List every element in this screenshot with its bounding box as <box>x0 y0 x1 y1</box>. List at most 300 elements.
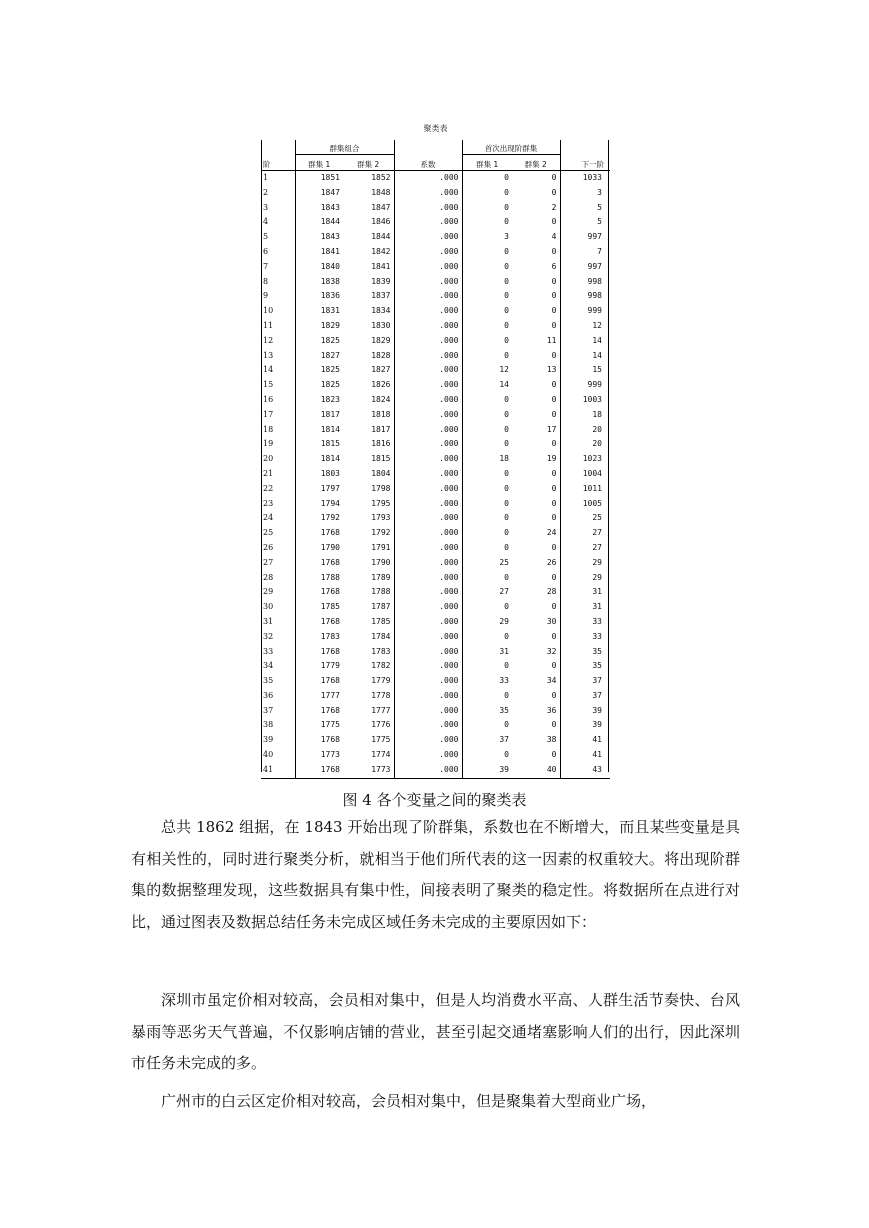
cell-stage: 34 <box>263 661 274 671</box>
header-coefficient: 系数 <box>394 140 462 171</box>
cell-stage: 18 <box>263 424 274 434</box>
table-left-border <box>261 140 262 772</box>
cell-stage: 19 <box>263 439 274 449</box>
cell-coefficient: .000 <box>394 215 462 230</box>
cell-cluster1: 1775 <box>295 718 343 733</box>
table-row <box>261 674 610 689</box>
cell-next-stage: 39 <box>560 704 610 719</box>
cell-fa-cluster1: 0 <box>504 572 509 582</box>
table-row <box>261 615 610 630</box>
cell-fa-cluster1: 0 <box>504 750 509 760</box>
cell-cluster2: 1839 <box>371 276 391 286</box>
cell-fa-cluster1: 33 <box>499 676 509 686</box>
table-row <box>261 289 610 304</box>
cell-cluster1: 1779 <box>295 659 343 674</box>
cell-fa-cluster2: 0 <box>551 439 557 449</box>
cell-fa-cluster1: 0 <box>504 291 509 301</box>
cell-cluster2: 1827 <box>371 365 391 375</box>
cell-stage: 39 <box>263 735 274 745</box>
cell-stage: 25 <box>263 528 274 538</box>
cell-stage: 15 <box>263 380 274 390</box>
table-row <box>261 452 610 467</box>
table-row <box>261 585 610 600</box>
cell-stage: 21 <box>263 468 274 478</box>
cell-cluster2: 1824 <box>371 394 391 404</box>
cell-cluster2: 1815 <box>371 454 391 464</box>
cell-fa-cluster1: 0 <box>504 602 509 612</box>
cell-fa-cluster1: 27 <box>499 587 509 597</box>
cell-stage: 20 <box>263 454 274 464</box>
table-row <box>261 689 610 704</box>
cell-stage: 27 <box>263 557 274 567</box>
cell-coefficient: .000 <box>394 186 462 201</box>
cell-coefficient: .000 <box>394 585 462 600</box>
cell-stage: 22 <box>263 483 274 493</box>
table-row <box>261 704 610 719</box>
cell-stage: 2 <box>263 187 269 197</box>
cell-stage: 10 <box>263 306 274 316</box>
cell-coefficient: .000 <box>394 541 462 556</box>
cell-coefficient: .000 <box>394 423 462 438</box>
cell-coefficient: .000 <box>394 704 462 719</box>
cell-next-stage: 39 <box>560 718 610 733</box>
cell-next-stage: 997 <box>560 230 610 245</box>
cell-cluster2: 1817 <box>371 424 391 434</box>
cell-coefficient: .000 <box>394 556 462 571</box>
cell-coefficient: .000 <box>394 733 462 748</box>
cell-cluster1: 1768 <box>295 645 343 660</box>
table-row <box>261 733 610 748</box>
cell-fa-cluster1: 0 <box>504 468 509 478</box>
cell-cluster1: 1794 <box>295 497 343 512</box>
cell-stage: 11 <box>263 320 274 330</box>
cell-coefficient: .000 <box>394 763 462 778</box>
table-row <box>261 349 610 364</box>
cell-next-stage: 5 <box>560 201 610 216</box>
cell-fa-cluster2: 38 <box>546 735 557 745</box>
cell-fa-cluster1: 39 <box>462 763 512 778</box>
cell-fa-cluster1: 0 <box>504 424 509 434</box>
cell-coefficient: .000 <box>394 674 462 689</box>
cell-fa-cluster1: 0 <box>504 350 509 360</box>
cell-stage: 38 <box>263 720 274 730</box>
cell-cluster1: 1803 <box>295 467 343 482</box>
cell-coefficient: .000 <box>394 526 462 541</box>
cell-coefficient: .000 <box>394 319 462 334</box>
table-row <box>261 334 610 349</box>
cell-next-stage: 12 <box>560 319 610 334</box>
cell-cluster2: 1841 <box>371 261 391 271</box>
cell-fa-cluster2: 0 <box>551 409 557 419</box>
cell-fa-cluster2: 0 <box>551 631 557 641</box>
cell-next-stage: 41 <box>560 748 610 763</box>
cell-fa-cluster1: 0 <box>504 483 509 493</box>
table-row <box>261 437 610 452</box>
cell-stage: 28 <box>263 572 274 582</box>
cell-fa-cluster2: 28 <box>546 587 557 597</box>
table-row <box>261 423 610 438</box>
cell-cluster2: 1844 <box>371 232 391 242</box>
cell-fa-cluster1: 0 <box>504 394 509 404</box>
cell-cluster2: 1795 <box>371 498 391 508</box>
cell-cluster2: 1775 <box>371 735 391 745</box>
cell-stage: 41 <box>261 763 295 778</box>
cell-fa-cluster2: 0 <box>551 483 557 493</box>
table-row <box>261 571 610 586</box>
cell-cluster2: 1847 <box>371 202 391 212</box>
cell-cluster1: 1768 <box>295 674 343 689</box>
table-row <box>261 230 610 245</box>
cell-fa-cluster2: 0 <box>551 661 557 671</box>
cell-next-stage: 999 <box>560 378 610 393</box>
cell-coefficient: .000 <box>394 289 462 304</box>
cell-fa-cluster2: 36 <box>546 705 557 715</box>
cell-cluster2: 1778 <box>371 690 391 700</box>
cell-cluster1: 1785 <box>295 600 343 615</box>
cell-cluster2: 1798 <box>371 483 391 493</box>
cell-fa-cluster1: 0 <box>504 690 509 700</box>
cell-cluster1: 1838 <box>295 275 343 290</box>
cell-cluster1: 1829 <box>295 319 343 334</box>
table-row <box>261 378 610 393</box>
cell-fa-cluster1: 18 <box>499 454 509 464</box>
table-title: 聚类表 <box>423 124 448 133</box>
table-body <box>261 171 610 779</box>
cell-next-stage: 33 <box>560 630 610 645</box>
cell-cluster2: 1837 <box>371 291 391 301</box>
table-row <box>261 186 610 201</box>
cell-next-stage: 43 <box>560 763 610 778</box>
cell-fa-cluster2: 0 <box>551 513 557 523</box>
table-row <box>261 556 610 571</box>
figure-caption: 图 4 各个变量之间的聚类表 <box>342 791 527 809</box>
cell-fa-cluster1: 0 <box>504 276 509 286</box>
cell-next-stage: 998 <box>560 275 610 290</box>
cell-fa-cluster1: 0 <box>504 661 509 671</box>
cell-cluster1: 1825 <box>295 334 343 349</box>
cell-cluster2: 1788 <box>371 587 391 597</box>
cell-fa-cluster2: 0 <box>551 572 557 582</box>
cell-coefficient: .000 <box>394 748 462 763</box>
cell-next-stage: 20 <box>560 423 610 438</box>
table-row <box>261 748 610 763</box>
cell-cluster1: 1790 <box>295 541 343 556</box>
table-row <box>261 467 610 482</box>
table-row <box>261 630 610 645</box>
cell-fa-cluster2: 0 <box>551 394 557 404</box>
cell-next-stage: 35 <box>560 645 610 660</box>
cell-cluster2: 1785 <box>371 616 391 626</box>
cell-next-stage: 27 <box>560 541 610 556</box>
cell-stage: 8 <box>263 276 269 286</box>
cell-cluster1: 1825 <box>295 378 343 393</box>
cell-stage: 30 <box>263 602 274 612</box>
cell-coefficient: .000 <box>394 571 462 586</box>
header-stage: 阶 <box>261 140 295 171</box>
cell-fa-cluster1: 0 <box>504 261 509 271</box>
cell-stage: 31 <box>263 616 274 626</box>
cell-cluster2: 1846 <box>371 217 391 227</box>
cell-fa-cluster2: 34 <box>546 676 557 686</box>
cell-fa-cluster2: 0 <box>551 690 557 700</box>
table-row <box>261 511 610 526</box>
cell-cluster2: 1829 <box>371 335 391 345</box>
cell-fa-cluster2: 0 <box>551 602 557 612</box>
cell-stage: 13 <box>263 350 274 360</box>
cell-coefficient: .000 <box>394 260 462 275</box>
header-cluster-combined: 群集组合 <box>295 140 394 155</box>
cell-next-stage: 998 <box>560 289 610 304</box>
cell-next-stage: 14 <box>560 334 610 349</box>
cell-cluster1: 1844 <box>295 215 343 230</box>
cell-cluster1: 1814 <box>295 452 343 467</box>
cell-fa-cluster1: 0 <box>504 306 509 316</box>
table-row <box>261 763 610 778</box>
cell-fa-cluster2: 0 <box>551 291 557 301</box>
cell-stage: 17 <box>263 409 274 419</box>
cell-fa-cluster2: 0 <box>551 306 557 316</box>
cell-next-stage: 35 <box>560 659 610 674</box>
cell-cluster2: 1852 <box>371 173 391 182</box>
cell-coefficient: .000 <box>394 393 462 408</box>
cell-fa-cluster2: 2 <box>551 202 557 212</box>
cell-stage: 33 <box>263 646 274 656</box>
cell-cluster2: 1791 <box>371 542 391 552</box>
cell-stage: 24 <box>263 513 274 523</box>
cell-coefficient: .000 <box>394 230 462 245</box>
cell-coefficient: .000 <box>394 659 462 674</box>
cell-coefficient: .000 <box>394 482 462 497</box>
table-row <box>261 393 610 408</box>
cell-fa-cluster1: 25 <box>499 557 509 567</box>
cell-next-stage: 37 <box>560 689 610 704</box>
table-row <box>261 718 610 733</box>
cell-next-stage: 29 <box>560 571 610 586</box>
cell-next-stage: 3 <box>560 186 610 201</box>
cell-cluster1: 1847 <box>295 186 343 201</box>
cell-next-stage: 14 <box>560 349 610 364</box>
cell-stage: 16 <box>263 394 274 404</box>
cell-cluster1: 1792 <box>295 511 343 526</box>
cell-stage: 36 <box>263 690 274 700</box>
cell-fa-cluster1: 37 <box>499 735 509 745</box>
cell-cluster2: 1834 <box>371 306 391 316</box>
paragraph-guangzhou: 广州市的白云区定价相对较高，会员相对集中，但是聚集着大型商业广场， <box>161 1092 657 1110</box>
table-row <box>261 304 610 319</box>
header-first-appear: 首次出现阶群集 <box>462 140 560 155</box>
cell-cluster1: 1814 <box>295 423 343 438</box>
cell-cluster1: 1797 <box>295 482 343 497</box>
cell-fa-cluster2: 17 <box>546 424 557 434</box>
cell-cluster2: 1793 <box>371 513 391 523</box>
cell-stage: 3 <box>263 202 269 212</box>
cell-fa-cluster2: 19 <box>546 454 557 464</box>
cell-fa-cluster2: 32 <box>546 646 557 656</box>
cell-next-stage: 27 <box>560 526 610 541</box>
table-row <box>261 408 610 423</box>
cell-fa-cluster1: 0 <box>504 498 509 508</box>
cell-next-stage: 997 <box>560 260 610 275</box>
cell-fa-cluster1: 14 <box>499 380 509 390</box>
header-fa-cluster1: 群集 1 <box>462 155 512 171</box>
table-row <box>261 215 610 230</box>
cell-fa-cluster2: 0 <box>551 246 557 256</box>
header-fa-cluster2: 群集 2 <box>512 155 560 171</box>
cell-stage: 7 <box>263 261 269 271</box>
cell-cluster2: 1783 <box>371 646 391 656</box>
cell-next-stage: 29 <box>560 556 610 571</box>
cell-stage: 12 <box>263 335 274 345</box>
cell-fa-cluster2: 4 <box>551 232 557 242</box>
cell-fa-cluster1: 0 <box>504 173 509 182</box>
cell-cluster1: 1788 <box>295 571 343 586</box>
cell-fa-cluster1: 0 <box>504 631 509 641</box>
cell-fa-cluster1: 0 <box>504 246 509 256</box>
cell-cluster2: 1773 <box>343 763 394 778</box>
cell-coefficient: .000 <box>394 408 462 423</box>
table-row <box>261 363 610 378</box>
cell-coefficient: .000 <box>394 718 462 733</box>
cell-cluster2: 1828 <box>371 350 391 360</box>
cell-cluster2: 1804 <box>371 468 391 478</box>
cell-coefficient: .000 <box>394 630 462 645</box>
cell-next-stage: 1005 <box>560 497 610 512</box>
cell-stage: 35 <box>263 676 274 686</box>
cell-cluster1: 1843 <box>295 230 343 245</box>
table-row <box>261 260 610 275</box>
cell-fa-cluster2: 0 <box>551 750 557 760</box>
cell-stage: 23 <box>263 498 274 508</box>
table-row <box>261 497 610 512</box>
cell-next-stage: 5 <box>560 215 610 230</box>
table-row <box>261 201 610 216</box>
cell-next-stage: 41 <box>560 733 610 748</box>
cell-next-stage: 1004 <box>560 467 610 482</box>
paragraph-summary: 总共 1862 组据，在 1843 开始出现了阶群集，系数也在不断增大，而且某些变量是具有相关性的，同时进行聚类分析，就相当于他们所代表的这一因素的权重较大。将出现阶群集的数据整理发现，这些数据具有集中性，间接表明了聚类的稳定性。将数据所在点进行对比，通过图表及数据总结任务未完成区域任务未完成的主要原因如下： <box>131 818 740 931</box>
cell-stage: 40 <box>263 750 274 760</box>
table-row <box>261 482 610 497</box>
cell-next-stage: 31 <box>560 585 610 600</box>
table-row <box>261 645 610 660</box>
table-right-border <box>608 140 609 772</box>
cell-fa-cluster1: 0 <box>504 513 509 523</box>
cell-fa-cluster2: 11 <box>546 335 557 345</box>
cell-cluster1: 1843 <box>295 201 343 216</box>
cell-fa-cluster2: 0 <box>551 320 557 330</box>
cell-cluster2: 1818 <box>371 409 391 419</box>
cell-coefficient: .000 <box>394 201 462 216</box>
cell-cluster2: 1776 <box>371 720 391 730</box>
cell-next-stage: 1003 <box>560 393 610 408</box>
header-cluster2: 群集 2 <box>343 155 394 171</box>
cell-fa-cluster2: 0 <box>551 468 557 478</box>
table-row <box>261 319 610 334</box>
cell-stage: 5 <box>263 232 269 242</box>
cell-fa-cluster1: 0 <box>504 320 509 330</box>
cell-cluster1: 1815 <box>295 437 343 452</box>
cell-fa-cluster1: 0 <box>504 720 509 730</box>
cell-cluster1: 1831 <box>295 304 343 319</box>
cell-cluster2: 1830 <box>371 320 391 330</box>
cell-coefficient: .000 <box>394 378 462 393</box>
cell-next-stage: 18 <box>560 408 610 423</box>
cell-fa-cluster1: 29 <box>499 616 509 626</box>
cell-stage: 4 <box>263 217 269 227</box>
cell-fa-cluster2: 13 <box>546 365 557 375</box>
cell-fa-cluster2: 0 <box>551 187 557 197</box>
cell-coefficient: .000 <box>394 245 462 260</box>
cell-next-stage: 1033 <box>560 171 610 186</box>
cell-fa-cluster2: 30 <box>546 616 557 626</box>
cell-fa-cluster2: 26 <box>546 557 557 567</box>
table-row <box>261 541 610 556</box>
cell-fa-cluster1: 0 <box>504 202 509 212</box>
cell-coefficient: .000 <box>394 275 462 290</box>
cell-fa-cluster1: 31 <box>499 646 509 656</box>
cell-cluster2: 1842 <box>371 246 391 256</box>
cell-stage: 14 <box>263 365 274 375</box>
cell-cluster1: 1768 <box>295 733 343 748</box>
cell-cluster1: 1768 <box>295 585 343 600</box>
cell-stage: 9 <box>263 291 269 301</box>
cell-stage: 26 <box>263 542 274 552</box>
table-row <box>261 659 610 674</box>
cell-cluster1: 1817 <box>295 408 343 423</box>
cell-coefficient: .000 <box>394 497 462 512</box>
cell-fa-cluster2: 6 <box>551 261 557 271</box>
cell-next-stage: 20 <box>560 437 610 452</box>
cell-cluster1: 1827 <box>295 349 343 364</box>
cell-cluster1: 1851 <box>295 171 343 186</box>
cell-cluster1: 1840 <box>295 260 343 275</box>
cell-cluster1: 1768 <box>295 704 343 719</box>
cell-cluster1: 1823 <box>295 393 343 408</box>
header-next-stage: 下一阶 <box>560 140 610 171</box>
cell-cluster1: 1768 <box>295 763 343 778</box>
table-row <box>261 526 610 541</box>
cell-cluster2: 1779 <box>371 676 391 686</box>
cell-stage: 1 <box>263 173 269 182</box>
cell-fa-cluster1: 12 <box>499 365 509 375</box>
cell-cluster1: 1836 <box>295 289 343 304</box>
table-row <box>261 245 610 260</box>
cell-fa-cluster2: 0 <box>551 542 557 552</box>
cell-coefficient: .000 <box>394 452 462 467</box>
cell-next-stage: 15 <box>560 363 610 378</box>
cell-coefficient: .000 <box>394 615 462 630</box>
header-cluster1: 群集 1 <box>295 155 343 171</box>
cell-cluster2: 1790 <box>371 557 391 567</box>
cell-fa-cluster2: 0 <box>551 498 557 508</box>
cell-coefficient: .000 <box>394 334 462 349</box>
cell-coefficient: .000 <box>394 349 462 364</box>
cell-next-stage: 37 <box>560 674 610 689</box>
cell-fa-cluster1: 0 <box>504 439 509 449</box>
cell-coefficient: .000 <box>394 511 462 526</box>
cell-next-stage: 25 <box>560 511 610 526</box>
cell-fa-cluster1: 0 <box>504 528 509 538</box>
cell-coefficient: .000 <box>394 171 462 186</box>
cell-cluster2: 1826 <box>371 380 391 390</box>
cell-next-stage: 1023 <box>560 452 610 467</box>
cell-cluster1: 1825 <box>295 363 343 378</box>
cell-fa-cluster2: 0 <box>551 276 557 286</box>
cell-coefficient: .000 <box>394 363 462 378</box>
cell-fa-cluster1: 0 <box>504 542 509 552</box>
cell-cluster2: 1792 <box>371 528 391 538</box>
cell-stage: 32 <box>263 631 274 641</box>
cell-cluster2: 1787 <box>371 602 391 612</box>
